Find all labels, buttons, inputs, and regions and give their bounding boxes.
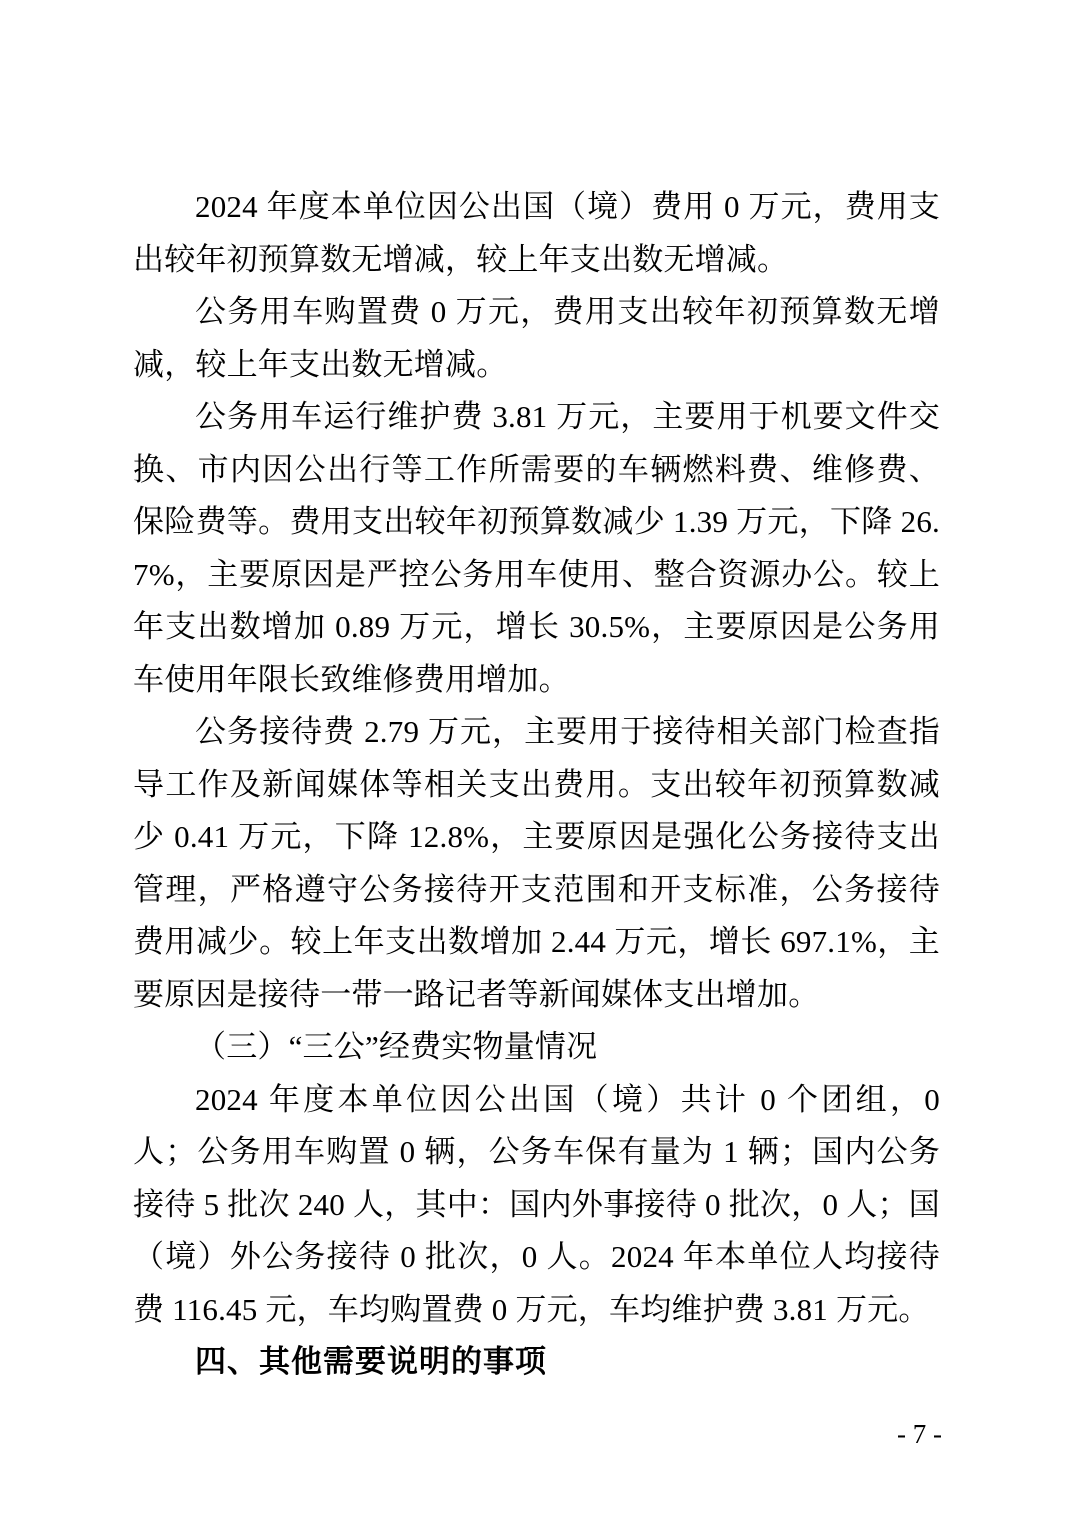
page-number: - 7 - [897,1419,942,1449]
body-paragraph-abroad-expense: 2024 年度本单位因公出国（境）费用 0 万元，费用支出较年初预算数无增减，较上年支出数无增减。 [133,189,940,277]
document-content [133,181,940,1389]
subsection-heading-physical-quantity: （三）“三公”经费实物量情况 [195,1029,598,1064]
body-paragraph-official-reception-expense: 公务接待费 2.79 万元，主要用于接待相关部门检查指导工作及新闻媒体等相关支出费用。支出较年初预算数减少 0.41 万元，下降 12.8%，主要原因是强化公务接待支出管理，严格遵守公务接待开支范围和开支标准，公务接待费用减少。较上年支出数增加 2.44 万元，增长 697.1%，主要原因是接待一带一路记者等新闻媒体支出增加。 [133,714,940,1012]
body-paragraph-vehicle-purchase-expense: 公务用车购置费 0 万元，费用支出较年初预算数无增减，较上年支出数无增减。 [133,294,940,382]
body-paragraph-vehicle-maintenance-expense: 公务用车运行维护费 3.81 万元，主要用于机要文件交换、市内因公出行等工作所需要的车辆燃料费、维修费、保险费等。费用支出较年初预算数减少 1.39 万元，下降 26.7%，主要原因是严控公务用车使用、整合资源办公。较上年支出数增加 0.89 万元，增长 30.5%，主要原因是公务用车使用年限长致维修费用增加。 [133,399,940,697]
body-paragraph-physical-quantity-detail: 2024 年度本单位因公出国（境）共计 0 个团组，0 人；公务用车购置 0 辆，公务车保有量为 1 辆；国内公务接待 5 批次 240 人，其中：国内外事接待 0 批次，0 人；国（境）外公务接待 0 批次，0 人。2024 年本单位人均接待费 116.45 元，车均购置费 0 万元，车均维护费 3.81 万元。 [133,1081,940,1327]
section-heading-other-matters: 四、其他需要说明的事项 [195,1344,547,1379]
